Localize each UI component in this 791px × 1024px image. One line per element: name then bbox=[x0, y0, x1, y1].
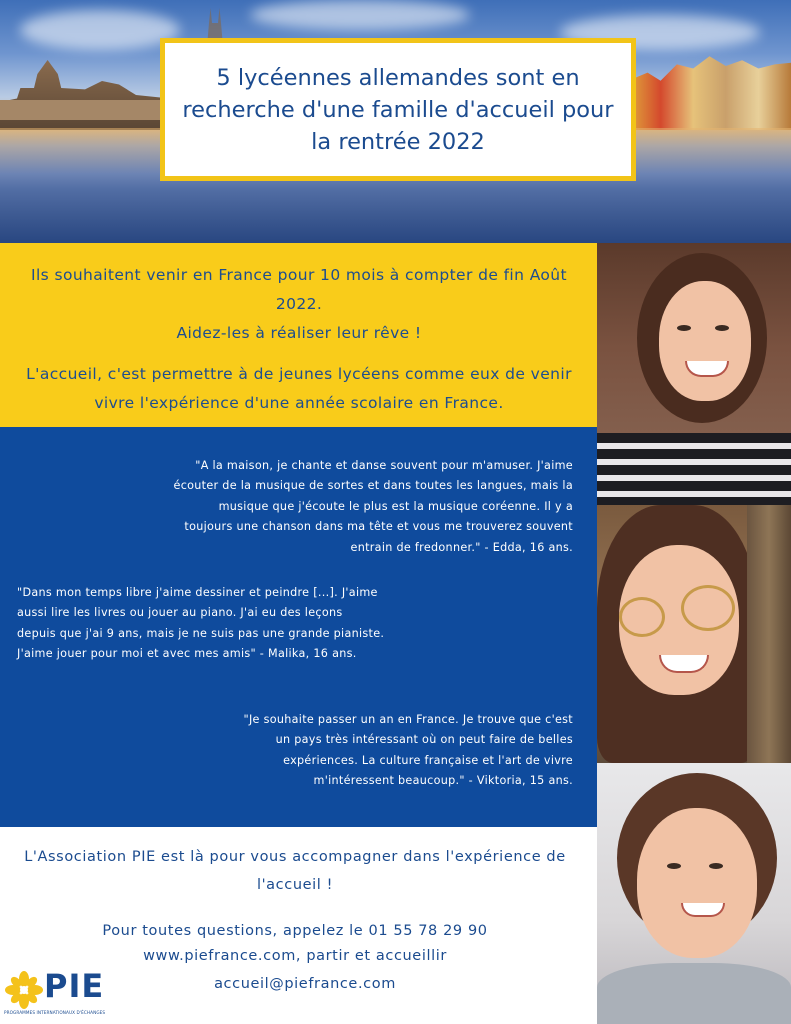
page-title: 5 lycéennes allemandes sont en recherche d'une famille d'accueil pour la rentrée 2022 bbox=[182, 64, 614, 155]
logo-wordmark: PIE bbox=[44, 967, 105, 1005]
flower-icon bbox=[4, 970, 44, 1010]
portrait-photo-3 bbox=[597, 763, 791, 1024]
colorful-houses bbox=[628, 48, 791, 130]
association-text: L'Association PIE est là pour vous accompagner dans l'expérience de l'accueil ! bbox=[24, 849, 566, 893]
portrait-photo-2 bbox=[597, 505, 791, 763]
logo-subtitle: PROGRAMMES INTERNATIONAUX D'ÉCHANGES bbox=[4, 1010, 106, 1015]
pie-logo bbox=[4, 966, 114, 1022]
phone-text: Pour toutes questions, appelez le 01 55 78 29 90 bbox=[102, 923, 488, 939]
title-box bbox=[160, 38, 636, 181]
quote-viktoria: "Je souhaite passer un an en France. Je trouve que c'est un pays très intéressant où on peut faire de belles expériences. La culture française et l'art de vivre m'intéressent beaucoup." - Viktoria, 15 ans. bbox=[243, 713, 573, 788]
intro-line-1: Ils souhaitent venir en France pour 10 mois à compter de fin Août 2022. bbox=[30, 266, 568, 313]
email-link[interactable]: accueil@piefrance.com bbox=[214, 976, 396, 992]
quote-edda: "A la maison, je chante et danse souvent pour m'amuser. J'aime écouter de la musique de sortes et dans toutes les langues, mais la musique que j'écoute le plus est la musique coréenne. Il y a toujours une chanson dans ma tête et vous me trouverez souvent entrain de fredonner." - Edda, 16 ans. bbox=[173, 459, 573, 554]
intro-section bbox=[0, 243, 597, 427]
portrait-photo-1 bbox=[597, 243, 791, 505]
stone-bridge bbox=[0, 100, 170, 120]
quotes-section bbox=[0, 427, 597, 827]
intro-line-3: L'accueil, c'est permettre à de jeunes lycéens comme eux de venir vivre l'expérience d'une année scolaire en France. bbox=[26, 365, 572, 412]
intro-line-2: Aidez-les à réaliser leur rêve ! bbox=[176, 324, 422, 342]
quote-malika: "Dans mon temps libre j'aime dessiner et peindre [...]. J'aime aussi lire les livres ou jouer au piano. J'ai eu des leçons depuis que j'ai 9 ans, mais je ne suis pas une grande pianiste. J'aime jouer pour moi et avec mes amis" - Malika, 16 ans. bbox=[17, 586, 385, 661]
website-link[interactable]: www.piefrance.com, partir et accueillir bbox=[143, 948, 447, 964]
